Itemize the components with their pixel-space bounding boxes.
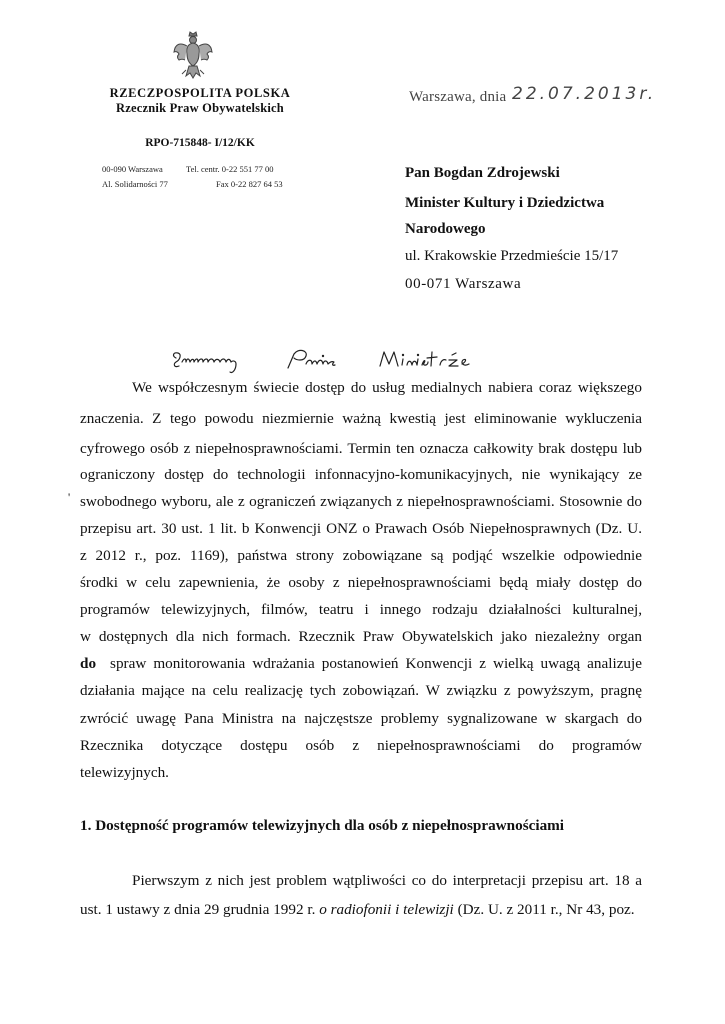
body-line: zwrócić uwagę Pana Ministra na najczęstsze problemy sygnalizowane w skargach do	[80, 710, 642, 727]
body-line: w dostępnych dla nich formach. Rzecznik Praw Obywatelskich jako niezależny organ	[80, 628, 642, 645]
reference-number: RPO-715848- I/12/KK	[145, 137, 255, 149]
body-line: przepisu art. 30 ust. 1 lit. b Konwencji ONZ o Prawach Osób Niepełnosprawnych (Dz. U.	[80, 520, 642, 537]
polish-eagle-emblem-icon	[172, 30, 214, 82]
sender-fax: Fax 0-22 827 64 53	[216, 179, 283, 189]
margin-mark: '	[68, 490, 71, 504]
body-line-with-bold	[80, 654, 642, 674]
recipient-city: 00-071 Warszawa	[405, 276, 522, 292]
body-line: cyfrowego osób z niepełnosprawnościami. Termin ten oznacza całkowity brak dostępu lub	[80, 440, 642, 457]
institution-office: Rzecznik Praw Obywatelskich	[116, 101, 284, 115]
recipient-title-line2: Narodowego	[405, 221, 486, 237]
body-line: z 2012 r., poz. 1169), państwa strony zobowiązane są podjąć wszelkie odpowiednie	[80, 547, 642, 564]
institution-country: RZECZPOSPOLITA POLSKA	[109, 86, 291, 100]
handwritten-salutation	[170, 344, 510, 378]
body-line: We współczesnym świecie dostęp do usług medialnych nabiera coraz większego	[132, 379, 642, 396]
section-act-title: o radiofonii i telewizji	[319, 901, 454, 918]
body-line: Rzecznika dotyczące dostępu osób z niepełnosprawnościami do programów	[80, 737, 642, 754]
section-heading: 1. Dostępność programów telewizyjnych dla osób z niepełnosprawnościami	[80, 817, 565, 834]
body-line: swobodnego wyboru, ale z ograniczeń związanych z niepełnosprawnościami. Stosownie do	[80, 493, 642, 510]
body-line: telewizyjnych.	[80, 764, 169, 781]
section-body-line-mixed	[80, 900, 642, 920]
body-bold-word: do	[80, 655, 97, 672]
section-text-before: ust. 1 ustawy z dnia 29 grudnia 1992 r.	[80, 901, 320, 918]
body-line: działania mające na celu realizację tych zobowiązań. W związku z powyższym, pragnę	[80, 682, 642, 699]
section-body-line: Pierwszym z nich jest problem wątpliwości co do interpretacji przepisu art. 18 a	[132, 872, 642, 889]
body-line: spraw monitorowania wdrażania postanowień Konwencji z wielką uwagą analizuje	[110, 655, 642, 672]
recipient-name: Pan Bogdan Zdrojewski	[405, 165, 560, 181]
body-line: programów telewizyjnych, filmów, teatru i innego rodzaju działalności kulturalnej,	[80, 601, 642, 618]
date-label: Warszawa, dnia	[409, 89, 507, 105]
body-line: ograniczony dostęp do technologii infonnacyjno-komunikacyjnych, nie wynikający ze	[80, 466, 642, 483]
recipient-title-line1: Minister Kultury i Dziedzictwa	[405, 195, 605, 211]
sender-address-line1: 00-090 Warszawa	[102, 164, 163, 174]
recipient-street: ul. Krakowskie Przedmieście 15/17	[405, 248, 619, 264]
date-value-handwritten: 22.07.2013r.	[512, 84, 657, 104]
body-line: środki w celu zapewnienia, że osoby z niepełnosprawnościami będą miały dostęp do	[80, 574, 642, 591]
sender-phone: Tel. centr. 0-22 551 77 00	[186, 164, 274, 174]
section-text-after: (Dz. U. z 2011 r., Nr 43, poz.	[453, 901, 635, 918]
body-line: znaczenia. Z tego powodu niezmiernie ważną kwestią jest eliminowanie wykluczenia	[80, 410, 642, 427]
sender-address-line2: Al. Solidarności 77	[102, 179, 168, 189]
